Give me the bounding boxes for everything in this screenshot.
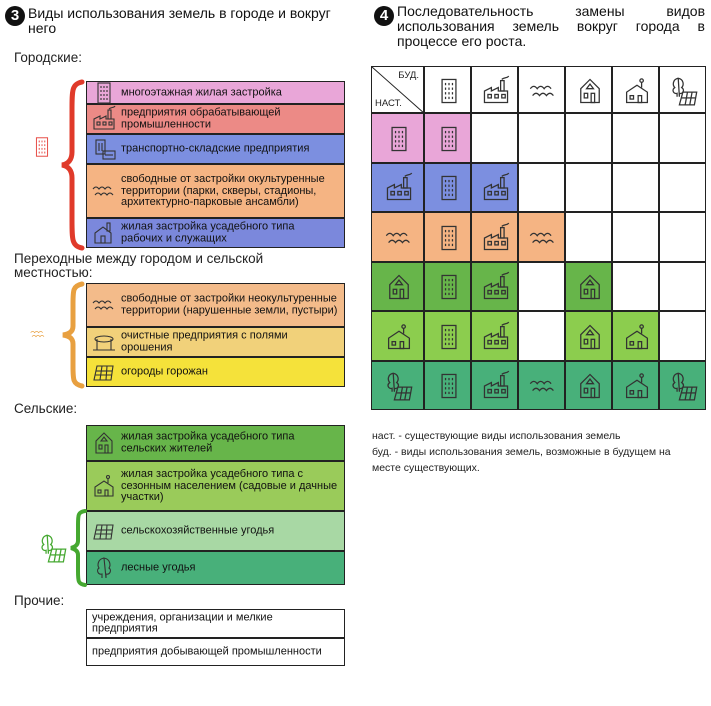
legend-item <box>86 164 345 218</box>
matrix-cell-filled <box>424 212 471 262</box>
apartment-building-icon <box>434 76 464 106</box>
matrix-row-header <box>371 113 424 163</box>
legend-item <box>86 638 345 666</box>
matrix-cell-empty <box>612 113 659 163</box>
matrix-cell-empty <box>471 113 518 163</box>
matrix-column-header <box>659 66 706 113</box>
matrix-cell-filled <box>518 212 565 262</box>
legend-label: свободные от застройки неокультуренные территории (нарушенные земли, пустыри) <box>121 292 338 316</box>
legend-label: лесные угодья <box>121 561 196 574</box>
wasteland-icon <box>91 293 117 317</box>
matrix-cell-filled <box>565 262 612 312</box>
garden-plot-icon <box>91 360 117 384</box>
forest-icon <box>91 556 117 580</box>
legend-label: сельскохозяйственные угодья <box>121 524 275 537</box>
matrix-cell-filled <box>565 361 612 411</box>
legend-label: транспортно-складские предприятия <box>121 142 310 155</box>
matrix-cell-filled <box>471 212 518 262</box>
matrix-row-header <box>371 361 424 411</box>
wasteland-group-icon <box>20 326 56 342</box>
figure-number-4: 4 <box>374 6 394 26</box>
apartment-building-icon <box>91 81 117 105</box>
rural-house-icon <box>91 431 117 455</box>
factory-icon <box>481 173 511 203</box>
forest-farmland-icon <box>669 76 699 106</box>
matrix-cell-filled <box>424 262 471 312</box>
legend-item <box>86 81 345 104</box>
matrix-cell-empty <box>612 163 659 213</box>
matrix-column-header <box>471 66 518 113</box>
matrix-cell-empty <box>659 262 706 312</box>
matrix-cell-filled <box>518 361 565 411</box>
matrix-cell-filled <box>471 311 518 361</box>
matrix-row-header <box>371 212 424 262</box>
worker-house-icon <box>91 221 117 245</box>
rural-brace <box>68 509 88 587</box>
forest-farmland-icon <box>384 371 414 401</box>
urban-group-icon <box>30 132 54 162</box>
matrix-cell-filled <box>659 361 706 411</box>
section-heading-other: Прочие: <box>14 593 65 608</box>
apartment-building-icon <box>434 272 464 302</box>
matrix-column-header <box>565 66 612 113</box>
legend-item <box>86 327 345 357</box>
legend-item <box>86 425 345 461</box>
transitional-brace <box>60 282 86 388</box>
treatment-plant-icon <box>91 330 117 354</box>
matrix-column-header <box>612 66 659 113</box>
matrix-row-header <box>371 311 424 361</box>
matrix-cell-empty <box>565 113 612 163</box>
apartment-building-icon <box>384 124 414 154</box>
legend-label: жилая застройка усадебного типа рабочих и служащих <box>121 220 295 244</box>
matrix-cell-empty <box>612 262 659 312</box>
corner-label-present: НАСТ. <box>375 98 402 109</box>
urban-brace <box>58 80 86 250</box>
matrix-cell-empty <box>518 163 565 213</box>
rural-house-icon <box>575 371 605 401</box>
factory-icon <box>481 322 511 352</box>
apartment-building-icon <box>434 173 464 203</box>
legend-label: очистные предприятия с полями орошения <box>121 329 288 353</box>
legend-label: жилая застройка усадебного типа с сезонным населением (садовые и дачные участки) <box>121 467 338 503</box>
factory-icon <box>481 272 511 302</box>
matrix-cell-empty <box>518 262 565 312</box>
park-icon <box>91 179 117 203</box>
matrix-cell-empty <box>659 212 706 262</box>
matrix-column-header <box>424 66 471 113</box>
factory-icon <box>91 107 117 131</box>
legend-label: учреждения, организации и мелкие предприятия <box>92 611 273 635</box>
park-icon <box>528 371 558 401</box>
matrix-cell-filled <box>471 163 518 213</box>
left-figure-title: Виды использования земель в городе и вокруг него <box>28 5 331 36</box>
matrix-cell-empty <box>659 113 706 163</box>
legend-item <box>86 104 345 134</box>
matrix-cell-filled <box>424 113 471 163</box>
legend-item <box>86 357 345 387</box>
dacha-house-icon <box>622 76 652 106</box>
matrix-cell-empty <box>565 163 612 213</box>
legend-label: свободные от застройки окультуренные территории (парки, скверы, стадионы, архитектурно-парковые ансамбли) <box>121 172 325 208</box>
matrix-row-header <box>371 163 424 213</box>
matrix-cell-filled <box>471 262 518 312</box>
rural-house-icon <box>575 322 605 352</box>
section-heading-transitional: Переходные между городом и сельской местностью: <box>14 251 264 280</box>
matrix-cell-empty <box>659 163 706 213</box>
legend-label: жилая застройка усадебного типа сельских жителей <box>121 430 295 454</box>
apartment-building-icon <box>434 322 464 352</box>
matrix-column-header <box>518 66 565 113</box>
replacement-matrix <box>371 66 711 410</box>
matrix-cell-filled <box>424 163 471 213</box>
legend-item <box>86 461 345 511</box>
matrix-cell-filled <box>424 311 471 361</box>
warehouse-icon <box>91 137 117 161</box>
forest-farmland-icon <box>669 371 699 401</box>
note-future: буд. - виды использования земель, возможные в будущем на месте существующих. <box>372 446 671 474</box>
dacha-house-icon <box>622 371 652 401</box>
factory-icon <box>481 223 511 253</box>
park-icon <box>528 223 558 253</box>
note-present: наст. - существующие виды использования земель <box>372 430 621 442</box>
matrix-cell-empty <box>612 212 659 262</box>
corner-label-future: БУД. <box>398 70 419 81</box>
legend-item <box>86 609 345 638</box>
matrix-cell-filled <box>471 361 518 411</box>
figure-number-3: 3 <box>5 6 25 26</box>
apartment-building-icon <box>434 371 464 401</box>
factory-icon <box>481 371 511 401</box>
farmland-icon <box>91 519 117 543</box>
apartment-building-icon <box>434 223 464 253</box>
rural-house-icon <box>575 272 605 302</box>
matrix-cell-filled <box>612 311 659 361</box>
matrix-row-header <box>371 262 424 312</box>
legend-item <box>86 511 345 551</box>
legend-label: предприятия обрабатывающей промышленности <box>121 106 281 130</box>
rural-house-icon <box>575 76 605 106</box>
dacha-house-icon <box>384 322 414 352</box>
legend-label: предприятия добывающей промышленности <box>92 645 322 658</box>
legend-label: огороды горожан <box>121 365 208 378</box>
matrix-cell-filled <box>612 361 659 411</box>
matrix-cell-filled <box>565 311 612 361</box>
dacha-house-icon <box>622 322 652 352</box>
factory-icon <box>384 173 414 203</box>
factory-icon <box>481 76 511 106</box>
forest-farmland-group-icon <box>38 530 68 566</box>
park-icon <box>384 223 414 253</box>
matrix-cell-empty <box>565 212 612 262</box>
matrix-cell-empty <box>659 311 706 361</box>
matrix-cell-empty <box>518 113 565 163</box>
section-heading-rural: Сельские: <box>14 401 78 416</box>
matrix-corner-cell <box>371 66 424 113</box>
legend-label: многоэтажная жилая застройка <box>121 85 282 98</box>
section-heading-urban: Городские: <box>14 50 82 65</box>
legend-item <box>86 218 345 248</box>
matrix-cell-filled <box>424 361 471 411</box>
park-icon <box>528 76 558 106</box>
legend-item <box>86 283 345 327</box>
apartment-building-icon <box>434 124 464 154</box>
rural-house-icon <box>384 272 414 302</box>
right-figure-title: Последовательность замены видов использования земель вокруг города в процессе его роста. <box>397 3 705 49</box>
dacha-house-icon <box>91 474 117 498</box>
legend-item <box>86 551 345 585</box>
legend-item <box>86 134 345 164</box>
matrix-cell-empty <box>518 311 565 361</box>
